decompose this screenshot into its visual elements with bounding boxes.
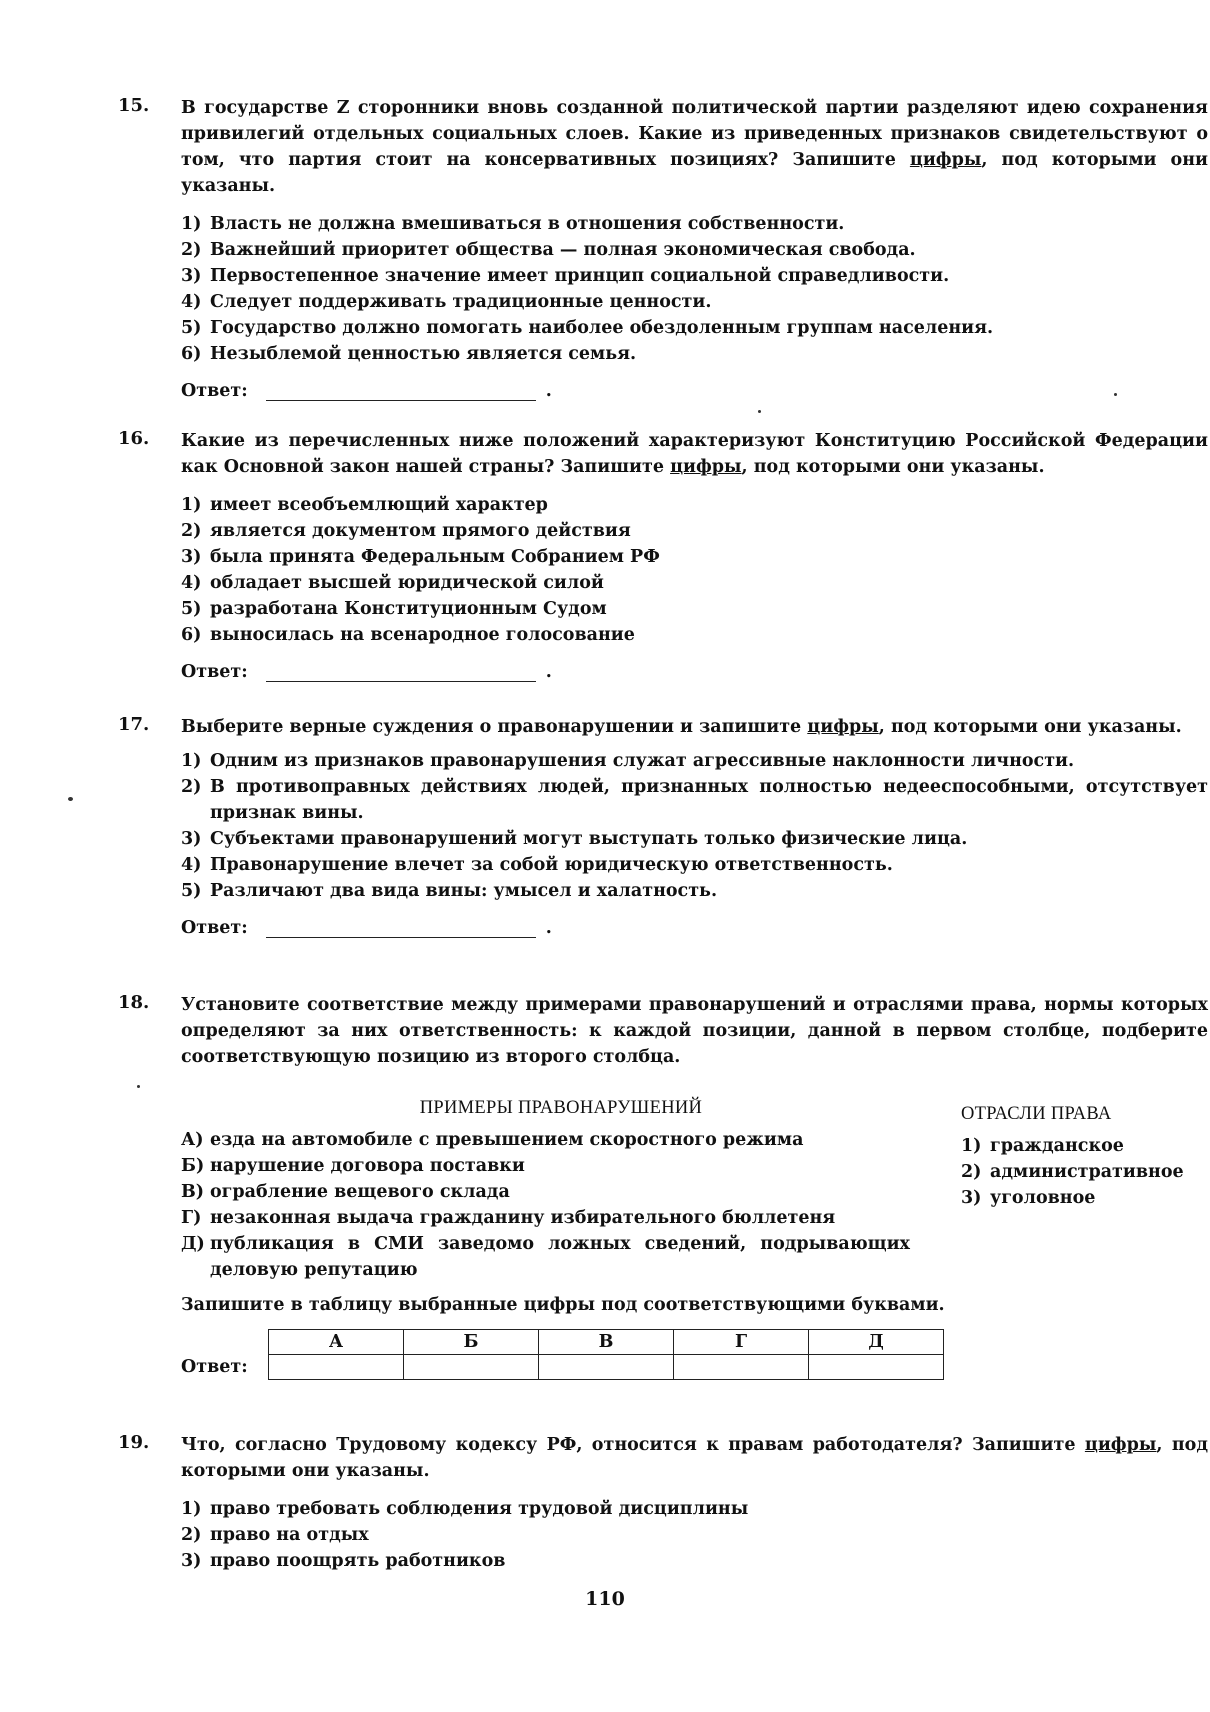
question-15 <box>118 95 1208 401</box>
answer-cell[interactable] <box>809 1355 944 1380</box>
question-text: В государстве Z сторонники вновь созданной политической партии разделяют идею сохранения привилегий отдельных социальных слоев. Какие из приведенных признаков свидетельствуют о том, что партия стоит на консервативных позициях? Запишите цифры, под которыми они указаны. <box>181 98 1209 196</box>
question-text: Выберите верные суждения о правонарушении и запишите цифры, под которыми они указаны. <box>181 717 1182 737</box>
answer-label: Ответ: <box>181 918 248 938</box>
option-item: 1) имеет всеобъемлющий характер <box>181 495 548 515</box>
option-item: 5) Государство должно помогать наиболее обездоленным группам населения. <box>181 318 994 338</box>
option-item: 3) Первостепенное значение имеет принцип социальной справедливости. <box>181 266 950 286</box>
option-item: 4) Правонарушение влечет за собой юридическую ответственность. <box>181 855 893 875</box>
list-item: 3) уголовное <box>961 1188 1096 1208</box>
answer-table-block <box>181 1329 1208 1380</box>
scan-speck <box>68 797 73 801</box>
question-19 <box>118 1432 1208 1574</box>
option-item: 3) право поощрять работников <box>181 1551 506 1571</box>
table-header-cell: В <box>539 1330 674 1355</box>
examples-list <box>181 1127 941 1283</box>
question-number: 18. <box>118 992 150 1013</box>
table-header-cell: Б <box>404 1330 539 1355</box>
options-list <box>181 748 1208 904</box>
answer-field: Ответ: . <box>181 662 552 682</box>
answer-label: Ответ: <box>181 381 248 401</box>
option-item: 3) была принята Федеральным Собранием РФ <box>181 547 660 567</box>
option-item: 1) Одним из признаков правонарушения служат агрессивные наклонности личности. <box>181 751 1075 771</box>
option-item: 6) выносилась на всенародное голосование <box>181 625 635 645</box>
answer-line[interactable] <box>266 382 536 401</box>
list-item: 2) административное <box>961 1162 1184 1182</box>
answer-cell[interactable] <box>404 1355 539 1380</box>
page-number: 110 <box>585 1588 625 1610</box>
answer-line[interactable] <box>266 919 536 938</box>
scan-speck <box>758 410 761 413</box>
options-list <box>181 1496 1208 1574</box>
question-number: 19. <box>118 1432 150 1453</box>
question-number: 15. <box>118 95 150 116</box>
question-text: Какие из перечисленных ниже положений характеризуют Конституцию Российской Федерации как Основной закон нашей страны? Запишите цифры, под которыми они указаны. <box>181 431 1208 477</box>
table-header-cell: А <box>269 1330 404 1355</box>
answer-table <box>268 1329 944 1380</box>
answer-label: Ответ: <box>181 1356 248 1377</box>
option-item: 5) Различают два вида вины: умысел и халатность. <box>181 881 718 901</box>
list-item: А) езда на автомобиле с превышением скоростного режима <box>181 1130 804 1150</box>
law-branches-column <box>961 1098 1201 1283</box>
question-18 <box>118 992 1208 1380</box>
list-item: 1) гражданское <box>961 1136 1124 1156</box>
options-list <box>181 492 1208 648</box>
list-item: В) ограбление вещевого склада <box>181 1182 510 1202</box>
list-item: Г) незаконная выдача гражданину избирательного бюллетеня <box>181 1208 836 1228</box>
question-17 <box>118 714 1208 938</box>
law-branches-list <box>961 1133 1201 1211</box>
option-item: 2) право на отдых <box>181 1525 369 1545</box>
question-text: Установите соответствие между примерами правонарушений и отраслями права, нормы которых определяют за них ответственность: к каждой позиции, данной в первом столбце, подберите соответствующую позицию из второго столбца. <box>181 995 1208 1067</box>
options-list <box>181 211 1208 367</box>
question-16 <box>118 428 1208 682</box>
question-number: 17. <box>118 714 150 735</box>
option-item: 2) Важнейший приоритет общества — полная экономическая свобода. <box>181 240 916 260</box>
question-number: 16. <box>118 428 150 449</box>
answer-label: Ответ: <box>181 662 248 682</box>
scan-speck <box>137 1085 140 1088</box>
answer-cell[interactable] <box>539 1355 674 1380</box>
option-item: 1) право требовать соблюдения трудовой дисциплины <box>181 1499 749 1519</box>
option-item: 4) обладает высшей юридической силой <box>181 573 604 593</box>
answer-cell[interactable] <box>674 1355 809 1380</box>
examples-column <box>181 1098 941 1283</box>
option-item: 2) является документом прямого действия <box>181 521 631 541</box>
answer-cell[interactable] <box>269 1355 404 1380</box>
answer-line[interactable] <box>266 663 536 682</box>
column-header: ОТРАСЛИ ПРАВА <box>961 1104 1112 1124</box>
answer-field: Ответ: . <box>181 381 552 401</box>
scan-speck <box>1114 393 1117 396</box>
list-item: Б) нарушение договора поставки <box>181 1156 525 1176</box>
option-item: 4) Следует поддерживать традиционные ценности. <box>181 292 712 312</box>
option-item: 6) Незыблемой ценностью является семья. <box>181 344 637 364</box>
option-item: 2) В противоправных действиях людей, признанных полностью недееспособными, отсутствует признак вины. <box>181 777 1208 823</box>
table-header-cell: Г <box>674 1330 809 1355</box>
table-header-cell: Д <box>809 1330 944 1355</box>
option-item: 1) Власть не должна вмешиваться в отношения собственности. <box>181 214 845 234</box>
table-instruction: Запишите в таблицу выбранные цифры под соответствующими буквами. <box>181 1295 945 1315</box>
list-item: Д) публикация в СМИ заведомо ложных сведений, подрывающих деловую репутацию <box>181 1234 910 1280</box>
question-text: Что, согласно Трудовому кодексу РФ, относится к правам работодателя? Запишите цифры, под которыми они указаны. <box>181 1435 1208 1481</box>
option-item: 3) Субъектами правонарушений могут выступать только физические лица. <box>181 829 968 849</box>
matching-columns <box>181 1098 1208 1283</box>
option-item: 5) разработана Конституционным Судом <box>181 599 607 619</box>
column-header: ПРИМЕРЫ ПРАВОНАРУШЕНИЙ <box>419 1098 703 1118</box>
answer-field: Ответ: . <box>181 918 552 938</box>
